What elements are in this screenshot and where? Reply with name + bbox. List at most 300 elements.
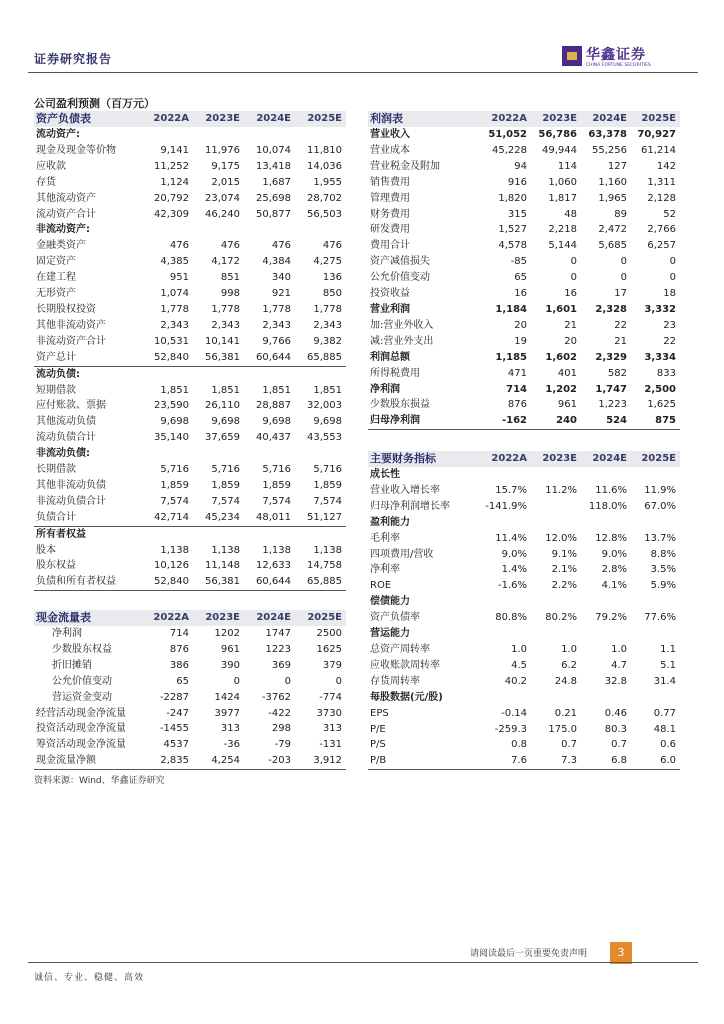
table-row bbox=[34, 690, 346, 706]
cell-value: 80.2% bbox=[545, 612, 577, 624]
row-label: 长期股权投资 bbox=[36, 303, 96, 315]
data-source-note: 资料来源：Wind、华鑫证券研究 bbox=[34, 776, 165, 786]
table-title: 利润表 bbox=[368, 111, 480, 127]
cell-value: 0 bbox=[620, 256, 627, 268]
cell-value: 60,644 bbox=[244, 574, 295, 590]
cell-value: 0.6 bbox=[660, 739, 676, 751]
year-header: 2025E bbox=[631, 111, 680, 127]
cell-value: 17 bbox=[614, 288, 627, 300]
cell-value: 0.7 bbox=[611, 739, 627, 751]
cell-value bbox=[480, 594, 531, 610]
row-label: 营业收入 bbox=[370, 129, 410, 140]
cell-value: 916 bbox=[507, 176, 527, 188]
cell-value: 2,343 bbox=[211, 319, 240, 331]
cell-value: 10,141 bbox=[205, 335, 240, 347]
row-label: 投资收益 bbox=[370, 288, 410, 300]
cell-value: 10,126 bbox=[154, 560, 189, 572]
row-label: 盈利能力 bbox=[370, 516, 410, 528]
cell-value bbox=[581, 467, 631, 483]
cell-value: 118.0% bbox=[588, 500, 627, 512]
cell-value: 49,944 bbox=[542, 144, 577, 156]
cell-value: 9.1% bbox=[551, 548, 577, 560]
cell-value: 11.6% bbox=[595, 484, 627, 496]
cell-value bbox=[295, 526, 346, 542]
cell-value: 35,140 bbox=[154, 432, 189, 444]
cell-value: 998 bbox=[220, 288, 240, 300]
cell-value: 0.8 bbox=[511, 739, 527, 751]
table-title: 资产负债表 bbox=[34, 111, 140, 127]
row-label: 其他非流动资产 bbox=[36, 319, 106, 331]
row-label: 每股数据(元/股) bbox=[370, 691, 443, 703]
table-row bbox=[368, 318, 680, 334]
cell-value: 1,859 bbox=[313, 479, 342, 491]
cell-value: -3762 bbox=[261, 691, 291, 703]
table-row bbox=[34, 175, 346, 191]
cell-value: 1,747 bbox=[595, 383, 627, 395]
cell-value: 80.3 bbox=[604, 723, 627, 735]
cell-value: 2,015 bbox=[211, 176, 240, 188]
cell-value: 6,257 bbox=[647, 240, 676, 252]
cell-value bbox=[295, 127, 346, 143]
cell-value: 1,778 bbox=[160, 303, 189, 315]
row-label: 归母净利润 bbox=[368, 413, 480, 429]
row-label: 营运能力 bbox=[370, 628, 410, 640]
row-label: 筹资活动现金净流量 bbox=[36, 739, 126, 751]
cell-value: 0 bbox=[669, 256, 676, 268]
cell-value: 1,859 bbox=[160, 479, 189, 491]
cell-value: 4,578 bbox=[498, 240, 527, 252]
cell-value: 10,074 bbox=[256, 144, 291, 156]
cell-value: -774 bbox=[319, 691, 342, 703]
table-row bbox=[34, 191, 346, 207]
cell-value: 1,817 bbox=[548, 192, 577, 204]
cell-value: 9,766 bbox=[262, 335, 291, 347]
cell-value: 876 bbox=[169, 643, 189, 655]
year-header: 2024E bbox=[581, 451, 631, 467]
cell-value: 10,531 bbox=[154, 335, 189, 347]
cell-value: 3730 bbox=[316, 707, 342, 719]
table-row bbox=[34, 737, 346, 753]
cell-value bbox=[631, 515, 680, 531]
cell-value: 2500 bbox=[316, 628, 342, 639]
cell-value: 390 bbox=[220, 659, 240, 671]
row-label: 应收账款周转率 bbox=[370, 659, 440, 671]
cell-value: 386 bbox=[169, 659, 189, 671]
row-label: 固定资产 bbox=[36, 256, 76, 268]
cell-value: 1,138 bbox=[262, 544, 291, 556]
cell-value: 67.0% bbox=[644, 500, 676, 512]
cell-value: 1,138 bbox=[211, 544, 240, 556]
cell-value: 15.7% bbox=[495, 484, 527, 496]
cell-value: 5,144 bbox=[548, 240, 577, 252]
cell-value: 5.1 bbox=[660, 659, 676, 671]
cell-value: 921 bbox=[271, 288, 291, 300]
cell-value: 4537 bbox=[163, 739, 189, 751]
table-row bbox=[34, 318, 346, 334]
cell-value bbox=[140, 446, 193, 462]
cell-value: 65 bbox=[176, 675, 189, 687]
table-row bbox=[34, 302, 346, 318]
cell-value: 56,381 bbox=[193, 574, 244, 590]
cell-value: 1.0 bbox=[611, 643, 627, 655]
table-row bbox=[34, 383, 346, 399]
row-label: 流动负债合计 bbox=[36, 432, 96, 444]
cell-value bbox=[193, 127, 244, 143]
cell-value: 951 bbox=[169, 272, 189, 284]
cell-value: 52,840 bbox=[154, 351, 189, 363]
balance-sheet-table bbox=[34, 111, 346, 591]
cell-value: 9.0% bbox=[601, 548, 627, 560]
table-title: 现金流量表 bbox=[34, 610, 140, 626]
row-label: 费用合计 bbox=[370, 240, 410, 252]
income-statement-table bbox=[368, 111, 680, 430]
cell-value: 2,128 bbox=[647, 192, 676, 204]
year-header: 2022A bbox=[140, 111, 193, 127]
cell-value: 4,254 bbox=[193, 753, 244, 769]
table-row bbox=[34, 127, 346, 143]
cell-value: 524 bbox=[581, 413, 631, 429]
row-label: 营业税金及附加 bbox=[370, 160, 440, 172]
cell-value: 55,256 bbox=[592, 144, 627, 156]
table-row bbox=[34, 398, 346, 414]
row-label: 少数股东权益 bbox=[52, 643, 112, 655]
table-row bbox=[368, 397, 680, 413]
cell-value: 1625 bbox=[316, 643, 342, 655]
cell-value: 1,851 bbox=[262, 384, 291, 396]
cell-value: 1,138 bbox=[160, 544, 189, 556]
table-row bbox=[34, 510, 346, 526]
row-label: 折旧摊销 bbox=[52, 659, 92, 671]
cell-value: 9,698 bbox=[160, 416, 189, 428]
row-label: 销售费用 bbox=[370, 176, 410, 188]
row-label: 资产总计 bbox=[36, 351, 76, 363]
cell-value bbox=[581, 515, 631, 531]
cell-value: -1.6% bbox=[497, 580, 527, 592]
cell-value: 23,590 bbox=[154, 400, 189, 412]
financial-indicators-table bbox=[368, 451, 680, 770]
cell-value: 1,851 bbox=[160, 384, 189, 396]
table-row bbox=[34, 446, 346, 462]
cell-value: 298 bbox=[271, 723, 291, 735]
cell-value: 1,851 bbox=[211, 384, 240, 396]
cell-value: 46,240 bbox=[205, 208, 240, 220]
cell-value: -36 bbox=[223, 739, 240, 751]
cell-value bbox=[531, 515, 581, 531]
cell-value: 2.2% bbox=[551, 580, 577, 592]
cell-value: 240 bbox=[531, 413, 581, 429]
table-row bbox=[368, 515, 680, 531]
cell-value: 13,418 bbox=[256, 160, 291, 172]
cell-value: 5,685 bbox=[598, 240, 627, 252]
cell-value: 1,160 bbox=[598, 176, 627, 188]
year-header: 2023E bbox=[193, 610, 244, 626]
cell-value: 114 bbox=[557, 160, 577, 172]
cell-value: 1,859 bbox=[262, 479, 291, 491]
row-label: 其他流动资产 bbox=[36, 192, 96, 204]
cell-value: 3,912 bbox=[295, 753, 346, 769]
row-label: 应收款 bbox=[36, 160, 66, 172]
cell-value: 56,381 bbox=[205, 351, 240, 363]
table-row bbox=[368, 578, 680, 594]
cell-value: 94 bbox=[514, 160, 527, 172]
cell-value: 9,698 bbox=[211, 416, 240, 428]
cell-value: 37,659 bbox=[205, 432, 240, 444]
cell-value: 4.5 bbox=[511, 659, 527, 671]
row-label: 流动资产合计 bbox=[36, 208, 96, 220]
cell-value bbox=[480, 467, 531, 483]
cell-value bbox=[244, 446, 295, 462]
cell-value: 1,625 bbox=[647, 399, 676, 411]
cell-value: 2,218 bbox=[548, 224, 577, 236]
cell-value: 315 bbox=[507, 208, 527, 220]
cell-value: 1,687 bbox=[262, 176, 291, 188]
table-row bbox=[34, 350, 346, 366]
cell-value: 5.9% bbox=[650, 580, 676, 592]
table-row bbox=[368, 366, 680, 382]
cell-value: 77.6% bbox=[644, 612, 676, 624]
cell-value: 43,553 bbox=[307, 432, 342, 444]
row-label: 流动资产: bbox=[36, 129, 80, 140]
row-label: 营业利润 bbox=[370, 303, 410, 315]
cell-value: 1.0 bbox=[561, 643, 577, 655]
row-label: 现金及现金等价物 bbox=[36, 144, 116, 156]
row-label: 非流动负债: bbox=[36, 448, 90, 460]
table-row bbox=[368, 562, 680, 578]
table-row bbox=[34, 674, 346, 690]
cell-value bbox=[631, 690, 680, 706]
logo-name: 华鑫证券 bbox=[586, 47, 646, 63]
row-label: 资产负债率 bbox=[370, 612, 420, 624]
year-header: 2024E bbox=[244, 610, 295, 626]
cell-value: 20 bbox=[564, 335, 577, 347]
cell-value: 26,110 bbox=[205, 400, 240, 412]
cell-value: 0.77 bbox=[653, 707, 676, 719]
cell-value: 851 bbox=[220, 272, 240, 284]
cell-value: 22 bbox=[614, 319, 627, 331]
table-title: 主要财务指标 bbox=[368, 451, 480, 467]
cell-value: 7.6 bbox=[480, 753, 531, 769]
cell-value bbox=[631, 467, 680, 483]
table-row bbox=[368, 413, 680, 429]
cell-value: 2,343 bbox=[160, 319, 189, 331]
table-row bbox=[34, 462, 346, 478]
cell-value bbox=[631, 594, 680, 610]
row-label: 经营活动现金净流量 bbox=[36, 707, 126, 719]
cell-value: 28,887 bbox=[256, 400, 291, 412]
row-label: 所得税费用 bbox=[370, 367, 420, 379]
cell-value: 20 bbox=[514, 319, 527, 331]
cell-value: 1,778 bbox=[211, 303, 240, 315]
row-label: ROE bbox=[370, 580, 392, 592]
table-row bbox=[368, 127, 680, 143]
cell-value bbox=[581, 594, 631, 610]
cell-value: 18 bbox=[663, 288, 676, 300]
cell-value: 89 bbox=[614, 208, 627, 220]
row-label: 营业收入增长率 bbox=[370, 484, 440, 496]
cell-value: 52 bbox=[663, 208, 676, 220]
cell-value: 32.8 bbox=[604, 675, 627, 687]
table-row bbox=[368, 286, 680, 302]
report-type-title: 证券研究报告 bbox=[34, 52, 113, 66]
cell-value bbox=[193, 526, 244, 542]
cell-value: 1,820 bbox=[498, 192, 527, 204]
cell-value: 23,074 bbox=[205, 192, 240, 204]
table-row bbox=[368, 159, 680, 175]
row-label: 归母净利润增长率 bbox=[370, 500, 450, 512]
table-row bbox=[34, 753, 346, 769]
cell-value: 12.8% bbox=[595, 532, 627, 544]
table-row bbox=[34, 334, 346, 350]
row-label: 负债和所有者权益 bbox=[34, 574, 140, 590]
cell-value: 48.1 bbox=[653, 723, 676, 735]
cell-value: 11,976 bbox=[205, 144, 240, 156]
cell-value: 2,472 bbox=[598, 224, 627, 236]
cell-value bbox=[193, 222, 244, 238]
row-label: 加:营业外收入 bbox=[370, 319, 434, 331]
cell-value: 7,574 bbox=[262, 495, 291, 507]
year-header: 2023E bbox=[531, 111, 581, 127]
cell-value: 1,601 bbox=[545, 303, 577, 315]
cell-value: 875 bbox=[631, 413, 680, 429]
table-header-row bbox=[34, 610, 346, 626]
cell-value: 42,714 bbox=[154, 511, 189, 523]
cell-value: 51,127 bbox=[307, 511, 342, 523]
cell-value: 1,202 bbox=[545, 383, 577, 395]
row-label: 净利率 bbox=[370, 564, 400, 576]
table-row bbox=[34, 706, 346, 722]
cell-value: 0.7 bbox=[561, 739, 577, 751]
cell-value: 476 bbox=[322, 240, 342, 252]
cell-value: -203 bbox=[244, 753, 295, 769]
cell-value: 1223 bbox=[265, 643, 291, 655]
row-label: 利润总额 bbox=[370, 351, 410, 363]
cell-value: -0.14 bbox=[501, 707, 527, 719]
section-title: 公司盈利预测（百万元） bbox=[34, 97, 155, 110]
cell-value: 60,644 bbox=[256, 351, 291, 363]
cash-flow-table bbox=[34, 610, 346, 770]
cell-value: 1,138 bbox=[313, 544, 342, 556]
cell-value: 369 bbox=[271, 659, 291, 671]
row-label: 现金流量净额 bbox=[34, 753, 140, 769]
table-row bbox=[368, 467, 680, 483]
cell-value: 714 bbox=[506, 383, 527, 395]
cell-value: 52,840 bbox=[140, 574, 193, 590]
cell-value: 11.2% bbox=[545, 484, 577, 496]
cell-value: 1747 bbox=[265, 628, 291, 639]
row-label: 研发费用 bbox=[370, 224, 410, 236]
cell-value bbox=[244, 127, 295, 143]
cell-value: 13.7% bbox=[644, 532, 676, 544]
cell-value: 379 bbox=[322, 659, 342, 671]
cell-value: 1,955 bbox=[313, 176, 342, 188]
cell-value: 0.46 bbox=[604, 707, 627, 719]
cell-value: 4,384 bbox=[262, 256, 291, 268]
row-label: 偿债能力 bbox=[370, 596, 410, 608]
cell-value bbox=[244, 526, 295, 542]
cell-value: 2,328 bbox=[595, 303, 627, 315]
cell-value: 961 bbox=[557, 399, 577, 411]
table-row bbox=[34, 574, 346, 590]
table-row bbox=[368, 334, 680, 350]
table-header-row bbox=[34, 111, 346, 127]
cell-value: 70,927 bbox=[637, 129, 676, 140]
cell-value: 0 bbox=[570, 256, 577, 268]
cell-value: 9,698 bbox=[262, 416, 291, 428]
cell-value: 175.0 bbox=[548, 723, 577, 735]
cell-value: 313 bbox=[322, 723, 342, 735]
table-row bbox=[34, 526, 346, 542]
cell-value: 1,527 bbox=[498, 224, 527, 236]
cell-value bbox=[480, 690, 531, 706]
cell-value bbox=[295, 366, 346, 382]
row-label: 短期借款 bbox=[36, 384, 76, 396]
cell-value: 401 bbox=[557, 367, 577, 379]
table-row bbox=[368, 531, 680, 547]
table-row bbox=[368, 690, 680, 706]
row-label: 负债合计 bbox=[36, 511, 76, 523]
cell-value: 40,437 bbox=[256, 432, 291, 444]
cell-value: 313 bbox=[220, 723, 240, 735]
table-header-row bbox=[368, 451, 680, 467]
cell-value: 4,275 bbox=[313, 256, 342, 268]
year-header: 2023E bbox=[531, 451, 581, 467]
row-label: 公允价值变动 bbox=[52, 675, 112, 687]
cell-value: 471 bbox=[507, 367, 527, 379]
cell-value: 50,877 bbox=[256, 208, 291, 220]
cell-value: -141.9% bbox=[485, 500, 527, 512]
cell-value bbox=[531, 690, 581, 706]
table-row bbox=[34, 143, 346, 159]
table-row bbox=[368, 270, 680, 286]
cell-value: 45,228 bbox=[492, 144, 527, 156]
cell-value: 1,778 bbox=[313, 303, 342, 315]
cell-value: 1424 bbox=[214, 691, 240, 703]
table-row bbox=[34, 543, 346, 559]
cell-value: 7,574 bbox=[211, 495, 240, 507]
cell-value: 0 bbox=[570, 272, 577, 284]
cell-value: 11,810 bbox=[307, 144, 342, 156]
cell-value: 48,011 bbox=[256, 511, 291, 523]
row-label: 财务费用 bbox=[370, 208, 410, 220]
table-row bbox=[34, 414, 346, 430]
cell-value: 22 bbox=[663, 335, 676, 347]
cell-value: 476 bbox=[169, 240, 189, 252]
cell-value: 56,786 bbox=[538, 129, 577, 140]
cell-value: 1,602 bbox=[545, 351, 577, 363]
table-row bbox=[368, 674, 680, 690]
row-label: 在建工程 bbox=[36, 272, 76, 284]
cell-value: 7.3 bbox=[531, 753, 581, 769]
table-row bbox=[368, 722, 680, 738]
cell-value: -422 bbox=[268, 707, 291, 719]
cell-value: 11.9% bbox=[644, 484, 676, 496]
row-label: 存货周转率 bbox=[370, 675, 420, 687]
row-label: 毛利率 bbox=[370, 532, 400, 544]
table-row bbox=[368, 254, 680, 270]
cell-value: 32,003 bbox=[307, 400, 342, 412]
row-label: 非流动资产合计 bbox=[36, 335, 106, 347]
table-row bbox=[34, 658, 346, 674]
cell-value: 42,309 bbox=[154, 208, 189, 220]
cell-value bbox=[631, 626, 680, 642]
cell-value bbox=[531, 626, 581, 642]
cell-value: 2,343 bbox=[313, 319, 342, 331]
row-label: EPS bbox=[370, 707, 389, 719]
table-row bbox=[368, 706, 680, 722]
cell-value: 1202 bbox=[214, 628, 240, 639]
table-row bbox=[368, 737, 680, 753]
cell-value bbox=[295, 222, 346, 238]
